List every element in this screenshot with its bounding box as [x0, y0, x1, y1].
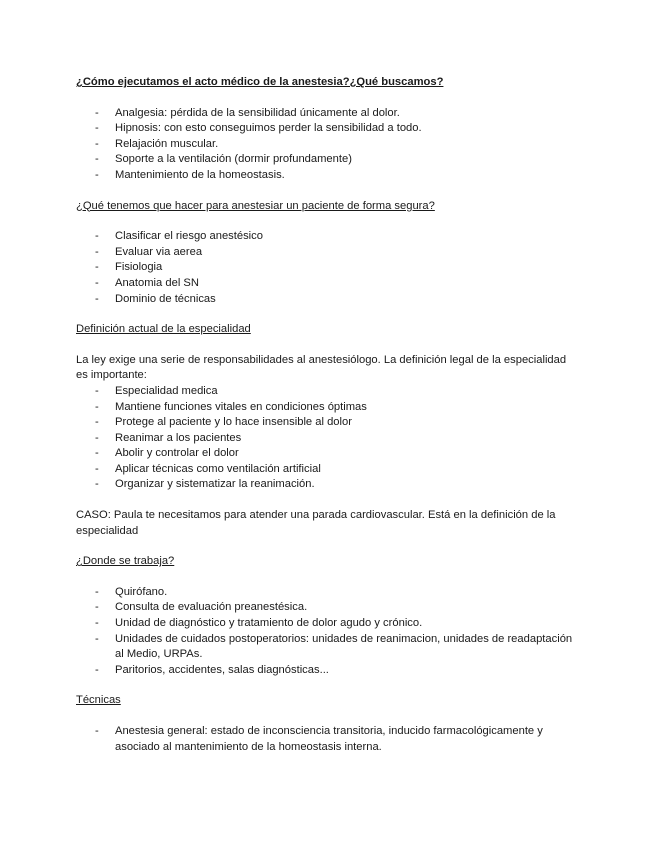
list-item-text: Abolir y controlar el dolor: [115, 447, 239, 460]
dash-marker: -: [95, 478, 99, 491]
list-item-text: Protege al paciente y lo hace insensible al dolor: [115, 416, 352, 429]
list-item: [76, 431, 576, 447]
dash-marker: -: [95, 245, 99, 258]
dash-marker: -: [95, 585, 99, 598]
list-item-text: Anestesia general: estado de inconsciencia transitoria, inducido farmacológicamente y asociado al mantenimiento de la homeostasis interna.: [115, 725, 543, 753]
dash-marker: -: [95, 292, 99, 305]
list-item-text: Clasificar el riesgo anestésico: [115, 230, 263, 243]
list-item: [76, 292, 576, 308]
list-item-text: Evaluar via aerea: [115, 245, 203, 258]
list-item-text: Mantenimiento de la homeostasis.: [115, 168, 285, 181]
list-item-text: Especialidad medica: [115, 384, 218, 397]
list-item: [76, 400, 576, 416]
list-item-text: Relajación muscular.: [115, 137, 219, 150]
dash-marker: -: [95, 632, 99, 645]
list-item: [76, 168, 576, 184]
list-definicion: [76, 384, 576, 493]
dash-marker: -: [95, 725, 99, 737]
document-page: [76, 75, 576, 755]
dash-marker: -: [95, 400, 99, 413]
list-item: [76, 616, 576, 632]
dash-marker: -: [95, 601, 99, 614]
dash-marker: -: [95, 230, 99, 243]
list-item: [76, 724, 576, 755]
list-item: [76, 106, 576, 122]
list-item-text: Aplicar técnicas como ventilación artificial: [115, 462, 321, 475]
definicion-intro: La ley exige una serie de responsabilidades al anestesiólogo. La definición legal de la especialidad es importante:: [76, 353, 567, 382]
list-item: [76, 462, 576, 478]
list-item: [76, 632, 576, 663]
list-item-text: Reanimar a los pacientes: [115, 431, 242, 444]
list-item-text: Consulta de evaluación preanestésica.: [115, 601, 308, 614]
dash-marker: -: [95, 168, 99, 181]
list-item: [76, 477, 576, 493]
dash-marker: -: [95, 431, 99, 444]
dash-marker: -: [95, 416, 99, 429]
dash-marker: -: [95, 462, 99, 475]
list-item: [76, 245, 576, 261]
section-heading-definicion: Definición actual de la especialidad: [76, 323, 251, 336]
list-item-text: Hipnosis: con esto conseguimos perder la sensibilidad a todo.: [115, 122, 422, 135]
section-heading-acto-medico: ¿Cómo ejecutamos el acto médico de la anestesia?¿Qué buscamos?: [76, 76, 444, 88]
dash-marker: -: [95, 153, 99, 166]
dash-marker: -: [95, 663, 99, 676]
list-item: [76, 121, 576, 137]
list-item-text: Paritorios, accidentes, salas diagnósticas...: [115, 663, 329, 676]
list-item: [76, 585, 576, 601]
list-item: [76, 600, 576, 616]
dash-marker: -: [95, 137, 99, 150]
list-item: [76, 229, 576, 245]
dash-marker: -: [95, 106, 99, 119]
list-item-text: Dominio de técnicas: [115, 292, 216, 305]
list-item: [76, 384, 576, 400]
section-heading-tecnicas: Técnicas: [76, 694, 121, 707]
section-heading-anestesiar-seguro: ¿Qué tenemos que hacer para anestesiar un paciente de forma segura?: [76, 199, 435, 212]
list-item: [76, 276, 576, 292]
list-item-text: Soporte a la ventilación (dormir profundamente): [115, 153, 352, 166]
list-item-text: Analgesia: pérdida de la sensibilidad únicamente al dolor.: [115, 106, 400, 119]
list-item: [76, 137, 576, 153]
list-item-text: Anatomia del SN: [115, 276, 199, 289]
list-tecnicas: [76, 724, 576, 755]
dash-marker: -: [95, 384, 99, 397]
list-item-text: Mantiene funciones vitales en condiciones óptimas: [115, 400, 367, 413]
dash-marker: -: [95, 122, 99, 135]
list-item: [76, 446, 576, 462]
dash-marker: -: [95, 447, 99, 460]
dash-marker: -: [95, 617, 99, 630]
dash-marker: -: [95, 276, 99, 289]
list-item-text: Unidades de cuidados postoperatorios: unidades de reanimacion, unidades de readaptación al Medio, URPAs.: [115, 632, 573, 661]
list-item: [76, 152, 576, 168]
list-anestesiar-seguro: [76, 229, 576, 307]
section-heading-donde-trabaja: ¿Donde se trabaja?: [76, 555, 175, 568]
list-item-text: Unidad de diagnóstico y tratamiento de dolor agudo y crónico.: [115, 617, 423, 630]
list-acto-medico: [76, 106, 576, 184]
list-item: [76, 415, 576, 431]
list-item: [76, 260, 576, 276]
list-item-text: Quirófano.: [115, 585, 168, 598]
list-item-text: Fisiologia: [115, 261, 163, 274]
dash-marker: -: [95, 261, 99, 274]
list-item-text: Organizar y sistematizar la reanimación.: [115, 478, 315, 491]
list-item: [76, 663, 576, 679]
list-donde-trabaja: [76, 585, 576, 679]
caso-paragraph: CASO: Paula te necesitamos para atender una parada cardiovascular. Está en la definición de la especialidad: [76, 509, 556, 537]
